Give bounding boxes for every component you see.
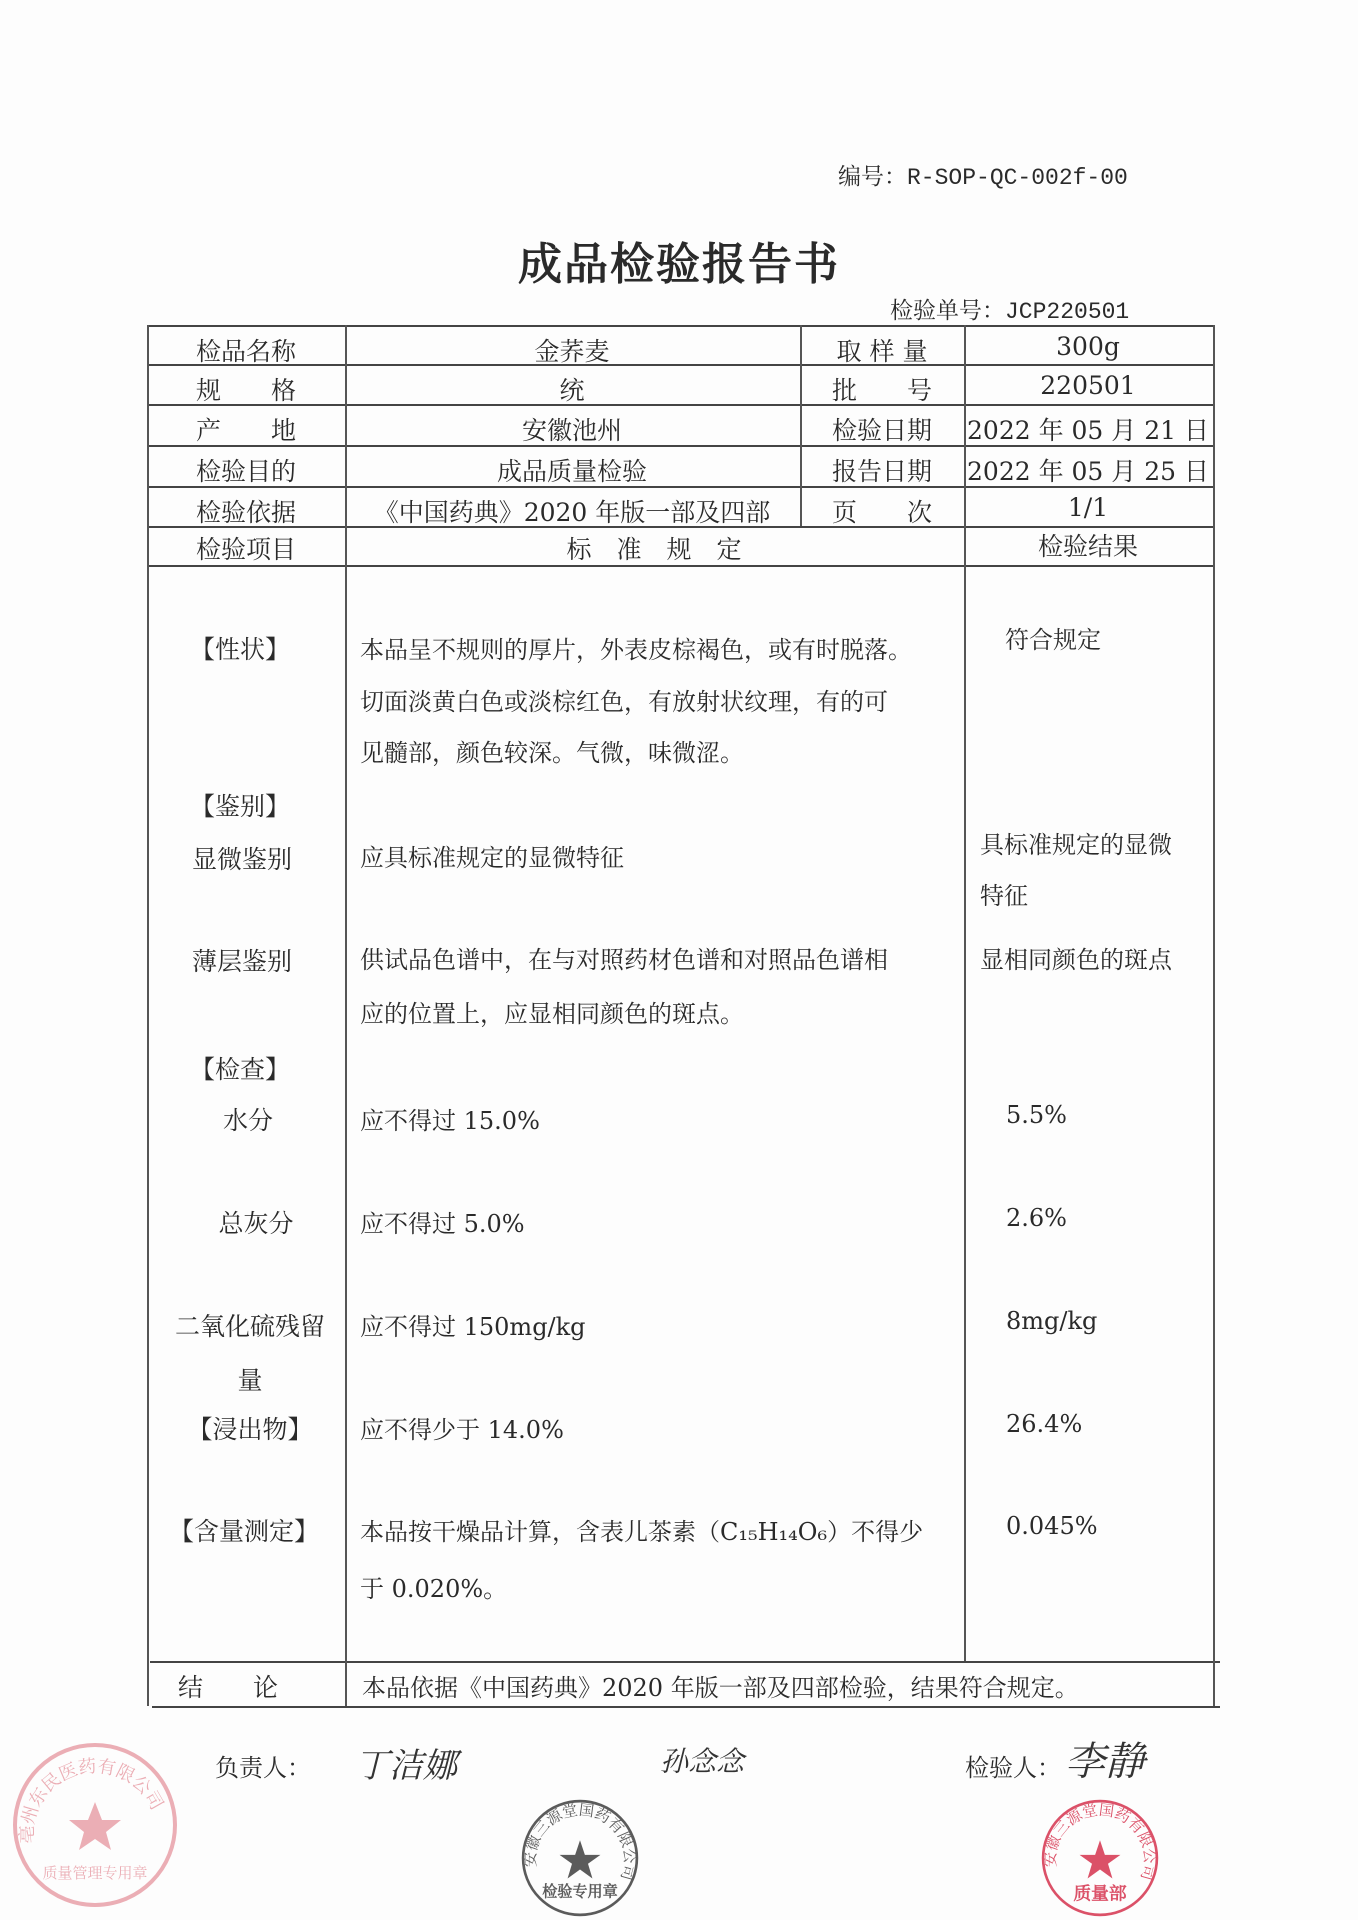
standard-text: 本品按干燥品计算，含表儿茶素（C₁₅H₁₄O₆）不得少 <box>360 1518 924 1546</box>
stamp-center-text: 检验专用章 <box>542 1882 618 1901</box>
inspector-label: 检验人： <box>965 1754 1061 1782</box>
header-label: 检验依据 <box>195 498 297 527</box>
item-label-jianbie: 【鉴别】 <box>189 792 291 821</box>
item-label-so2: 二氧化硫残留 <box>174 1312 326 1341</box>
stamp-ring-text: 安徽三源堂国药有限公司 <box>1041 1800 1159 1883</box>
item-label-jiancha: 【检查】 <box>189 1055 291 1084</box>
header-value: 成品质量检验 <box>496 457 648 486</box>
header-value: 1/1 <box>1067 493 1109 522</box>
standard-text: 本品呈不规则的厚片，外表皮棕褐色，或有时脱落。 <box>360 636 912 664</box>
stamp-ring-text: 安徽三源堂国药有限公司 <box>521 1800 639 1883</box>
header-value: 《中国药典》2020 年版一部及四部 <box>373 498 771 527</box>
result-value: 2.6% <box>1006 1204 1067 1232</box>
result-value: 具标准规定的显微 <box>980 831 1172 859</box>
item-label-shuifen: 水分 <box>222 1106 274 1135</box>
item-label-so2: 量 <box>237 1366 263 1395</box>
responsible-label: 负责人： <box>215 1754 311 1782</box>
conclusion-text: 本品依据《中国药典》2020 年版一部及四部检验，结果符合规定。 <box>362 1674 1079 1702</box>
standard-text: 应不得少于 14.0% <box>360 1416 564 1444</box>
result-value: 特征 <box>980 882 1028 910</box>
stamp-center-text: 质量部 <box>1073 1884 1127 1905</box>
inspector-signature: 李静 <box>1065 1739 1145 1785</box>
header-label: 产 地 <box>195 416 297 445</box>
result-value: 显相同颜色的斑点 <box>980 946 1172 974</box>
header-value: 2022 年 05 月 25 日 <box>967 457 1209 486</box>
result-value: 符合规定 <box>1005 626 1101 654</box>
result-value: 26.4% <box>1006 1410 1083 1438</box>
column-header-item: 检验项目 <box>195 535 297 564</box>
item-label-hanliang: 【含量测定】 <box>168 1517 320 1546</box>
reviewer-signature: 孙念念 <box>660 1745 745 1778</box>
standard-text: 于 0.020%。 <box>360 1575 508 1603</box>
result-value: 8mg/kg <box>1006 1307 1098 1335</box>
inspection-stamp <box>520 1798 640 1918</box>
standard-text: 应不得过 150mg/kg <box>360 1313 586 1341</box>
item-label-xingzhuang: 【性状】 <box>189 635 291 664</box>
header-value: 统 <box>559 376 585 405</box>
header-value: 220501 <box>1040 371 1136 400</box>
result-value: 5.5% <box>1006 1101 1067 1129</box>
header-label: 页 次 <box>831 498 933 527</box>
standard-text: 应的位置上，应显相同颜色的斑点。 <box>360 1000 744 1028</box>
item-label-huifen: 总灰分 <box>218 1209 294 1238</box>
report-number: 检验单号：JCP220501 <box>890 299 1130 325</box>
standard-text: 应不得过 5.0% <box>360 1210 525 1238</box>
standard-text: 应具标准规定的显微特征 <box>360 844 624 872</box>
column-header-standard: 标 准 规 定 <box>566 535 742 564</box>
report-title: 成品检验报告书 <box>518 239 840 290</box>
header-value: 2022 年 05 月 21 日 <box>967 416 1209 445</box>
header-label: 规 格 <box>195 376 297 405</box>
item-label-jinchu: 【浸出物】 <box>187 1415 313 1444</box>
star-icon <box>1080 1840 1121 1878</box>
standard-text: 见髓部，颜色较深。气微，味微涩。 <box>360 739 744 767</box>
document-number: 编号：R-SOP-QC-002f-00 <box>838 165 1128 191</box>
header-label: 检验目的 <box>195 457 297 486</box>
header-label: 报告日期 <box>831 457 933 486</box>
standard-text: 供试品色谱中，在与对照药材色谱和对照品色谱相 <box>360 946 888 974</box>
item-label-xianwei: 显微鉴别 <box>191 845 293 874</box>
star-icon <box>560 1840 601 1878</box>
header-label: 批 号 <box>831 376 933 405</box>
header-value: 安徽池州 <box>521 416 623 445</box>
result-value: 0.045% <box>1006 1512 1098 1540</box>
column-header-result: 检验结果 <box>1037 532 1139 561</box>
quality-dept-stamp <box>1040 1798 1160 1918</box>
header-label: 检验日期 <box>831 416 933 445</box>
header-value: 300g <box>1056 332 1120 361</box>
standard-text: 应不得过 15.0% <box>360 1107 540 1135</box>
item-label-bocheng: 薄层鉴别 <box>191 947 293 976</box>
header-value: 金荞麦 <box>534 337 610 366</box>
star-icon <box>69 1802 121 1850</box>
responsible-signature: 丁洁娜 <box>355 1746 457 1786</box>
header-label: 取 样 量 <box>836 337 928 366</box>
header-label: 检品名称 <box>195 337 297 366</box>
stamp-center-text: 质量管理专用章 <box>42 1864 148 1882</box>
standard-text: 切面淡黄白色或淡棕红色，有放射状纹理，有的可 <box>360 688 888 716</box>
stamp-ring-text: 亳州东民医药有限公司 <box>16 1755 168 1844</box>
corner-stamp <box>10 1740 180 1910</box>
conclusion-label: 结 论 <box>177 1673 279 1702</box>
